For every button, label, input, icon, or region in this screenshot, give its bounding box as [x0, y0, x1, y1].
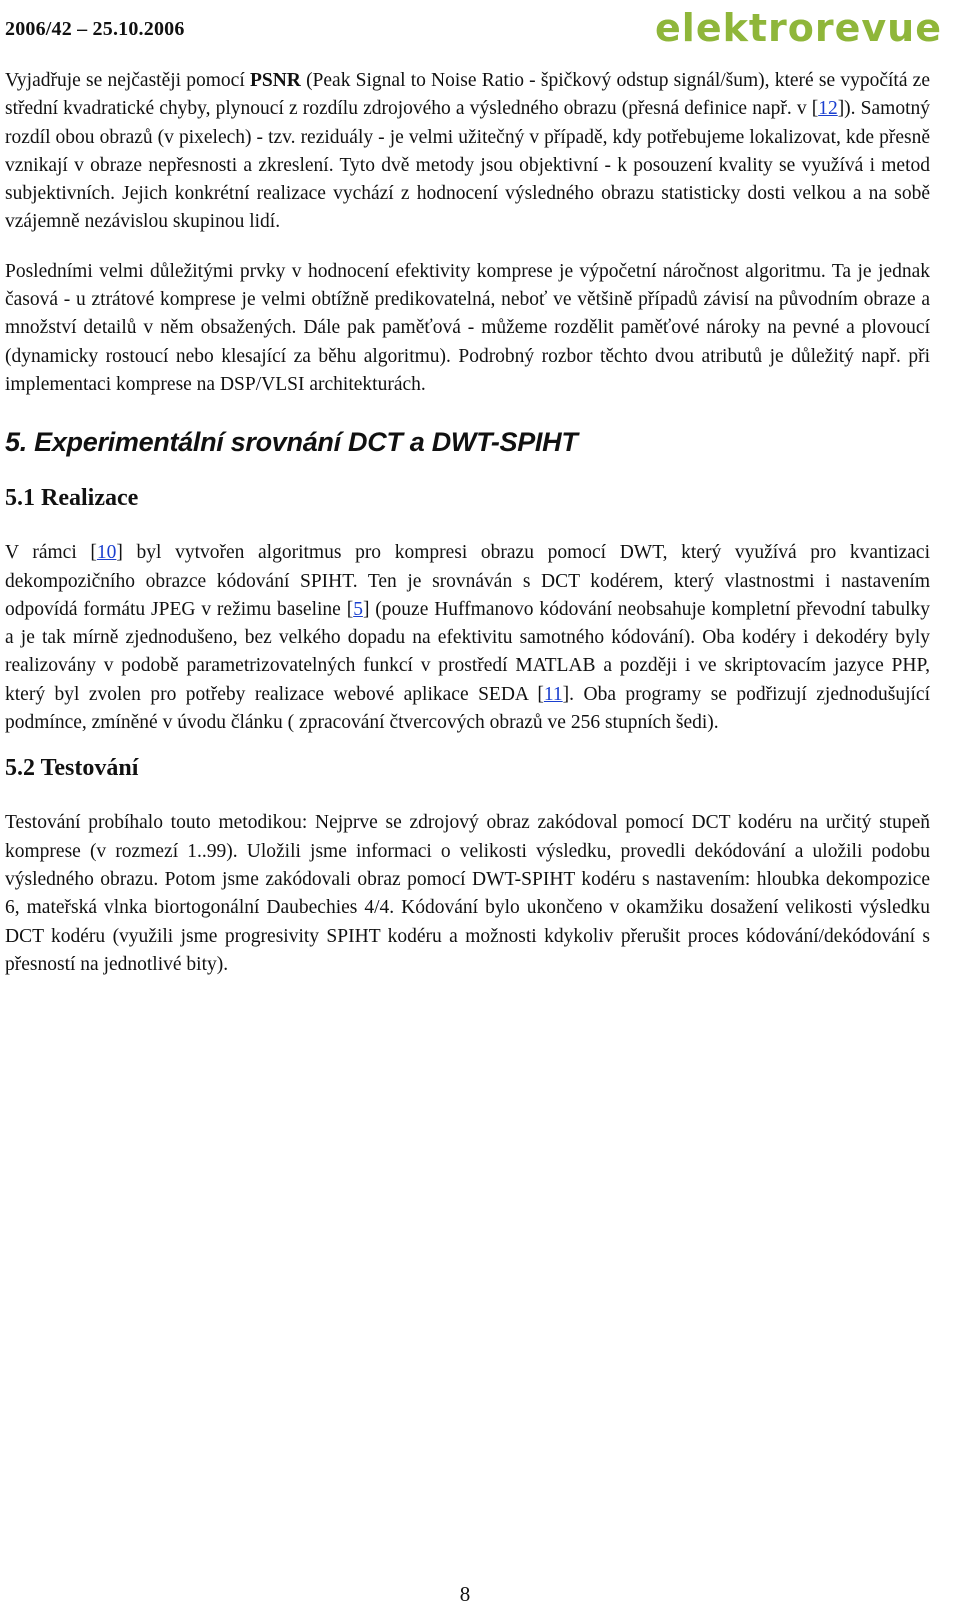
text-run: ] byl vytvořen algoritmus pro kompresi obrazu pomocí DWT, který využívá pro kvantizaci dekompozičního obrazce kódování SPIHT. Ten je srovnáván s DCT kodérem, který vlastnostmi i nastavením odpovídá formátu JPEG v režimu baseline [ [5, 542, 930, 620]
page-number: 8 [459, 1582, 471, 1606]
issue-date: 2006/42 – 25.10.2006 [5, 18, 185, 40]
subsection-heading-realizace: 5.1 Realizace [5, 485, 139, 512]
subsection-heading-testovani: 5.2 Testování [5, 755, 139, 782]
text-run: Vyjadřuje se nejčastěji pomocí [5, 70, 250, 91]
text-run: ] (pouze Huffmanovo kódování neobsahuje kompletní převodní tabulky a je tak mírně zjednodušeno, bez velkého dopadu na efektivitu samotného kódování). Oba kodéry i dekodéry byly realizovány v podobě parametrizovatelných funkcí v prostředí MATLAB a později i ve skriptovacím jazyce PHP, který byl zvolen pro potřeby realizace webové aplikace SEDA [ [5, 598, 931, 705]
subsection-realizace-wrap [5, 485, 930, 529]
section-heading-wrap [5, 427, 930, 465]
text-run: (Peak Signal to Noise Ratio - špičkový odstup signál/šum), které se vypočítá ze střední kvadratické chyby, plynoucí z rozdílu zdrojového a výsledného obrazu (přesná definice např. v [ [5, 70, 930, 120]
text-run: ]. Oba programy se podřizují zjednodušující podmínce, zmíněné v úvodu článku ( zpracování čtvercových obrazů ve 256 stupních šedi). [5, 683, 930, 734]
paragraph-testovani: Testování probíhalo touto metodikou: Nejprve se zdrojový obraz zakódoval pomocí DCT kodéru na určitý stupeň komprese (v rozmezí 1..99). Uložili jsme informaci o velikosti výsledku, provedli dekódování a uložili podobu výsledného obrazu. Potom jsme zakódovali obraz pomocí DWT-SPIHT kodéru s nastavením: hloubka dekompozice 6, mateřská vlnka biortogonální Daubechies 4/4. Kódování bylo ukončeno v okamžiku dosažení velikosti výsledku DCT kodéru (využili jsme progresivity SPIHT kodéru a možnosti kdykoliv přerušit proces kódování/dekódování s přesností na jednotlivé bity). [5, 812, 930, 975]
citation-link-11[interactable]: 11 [543, 683, 563, 705]
text-run: ]). Samotný rozdíl obou obrazů (v pixelech) - tzv. reziduály - je velmi užitečný v případě, kdy potřebujeme lokalizovat, kde přesně vznikají v obraze nepřesnosti a zkreslení. Tyto dvě metody jsou objektivní - k posouzení kvality se využívá i metod subjektivních. Jejich konkrétní realizace vychází z hodnocení výsledného obrazu statisticky dosti velkou a na sobě vzájemně nezávislou skupinou lidí. [5, 98, 930, 233]
paragraph-psnr [5, 67, 930, 237]
citation-link-5[interactable]: 5 [353, 598, 363, 620]
citation-link-10[interactable]: 10 [96, 542, 117, 564]
psnr-term: PSNR [249, 70, 301, 91]
text-run: V rámci [ [5, 542, 97, 564]
elektrorevue-logo: elektrorevue [655, 6, 942, 50]
subsection-testovani-wrap [5, 755, 930, 799]
paragraph-complexity: Posledními velmi důležitými prvky v hodnocení efektivity komprese je výpočetní náročnost algoritmu. Ta je jednak časová - u ztrátové komprese je velmi obtížně predikovatelná, neboť ve většině případů závisí na původním obraze a množství detailů v něm obsažených. Dále pak paměťová - můžeme rozdělit paměťové nároky na pevné a plovoucí (dynamicky rostoucí nebo klesající za běhu algoritmu). Podrobný rozbor těchto dvou atributů je důležitý např. při implementaci komprese na DSP/VLSI architekturách. [5, 260, 930, 395]
paragraph-realizace [5, 539, 930, 737]
section-heading: 5. Experimentální srovnání DCT a DWT-SPIHT [5, 427, 578, 458]
citation-link-12[interactable]: 12 [818, 98, 838, 120]
page-header [5, 8, 950, 50]
article-body [5, 67, 930, 979]
